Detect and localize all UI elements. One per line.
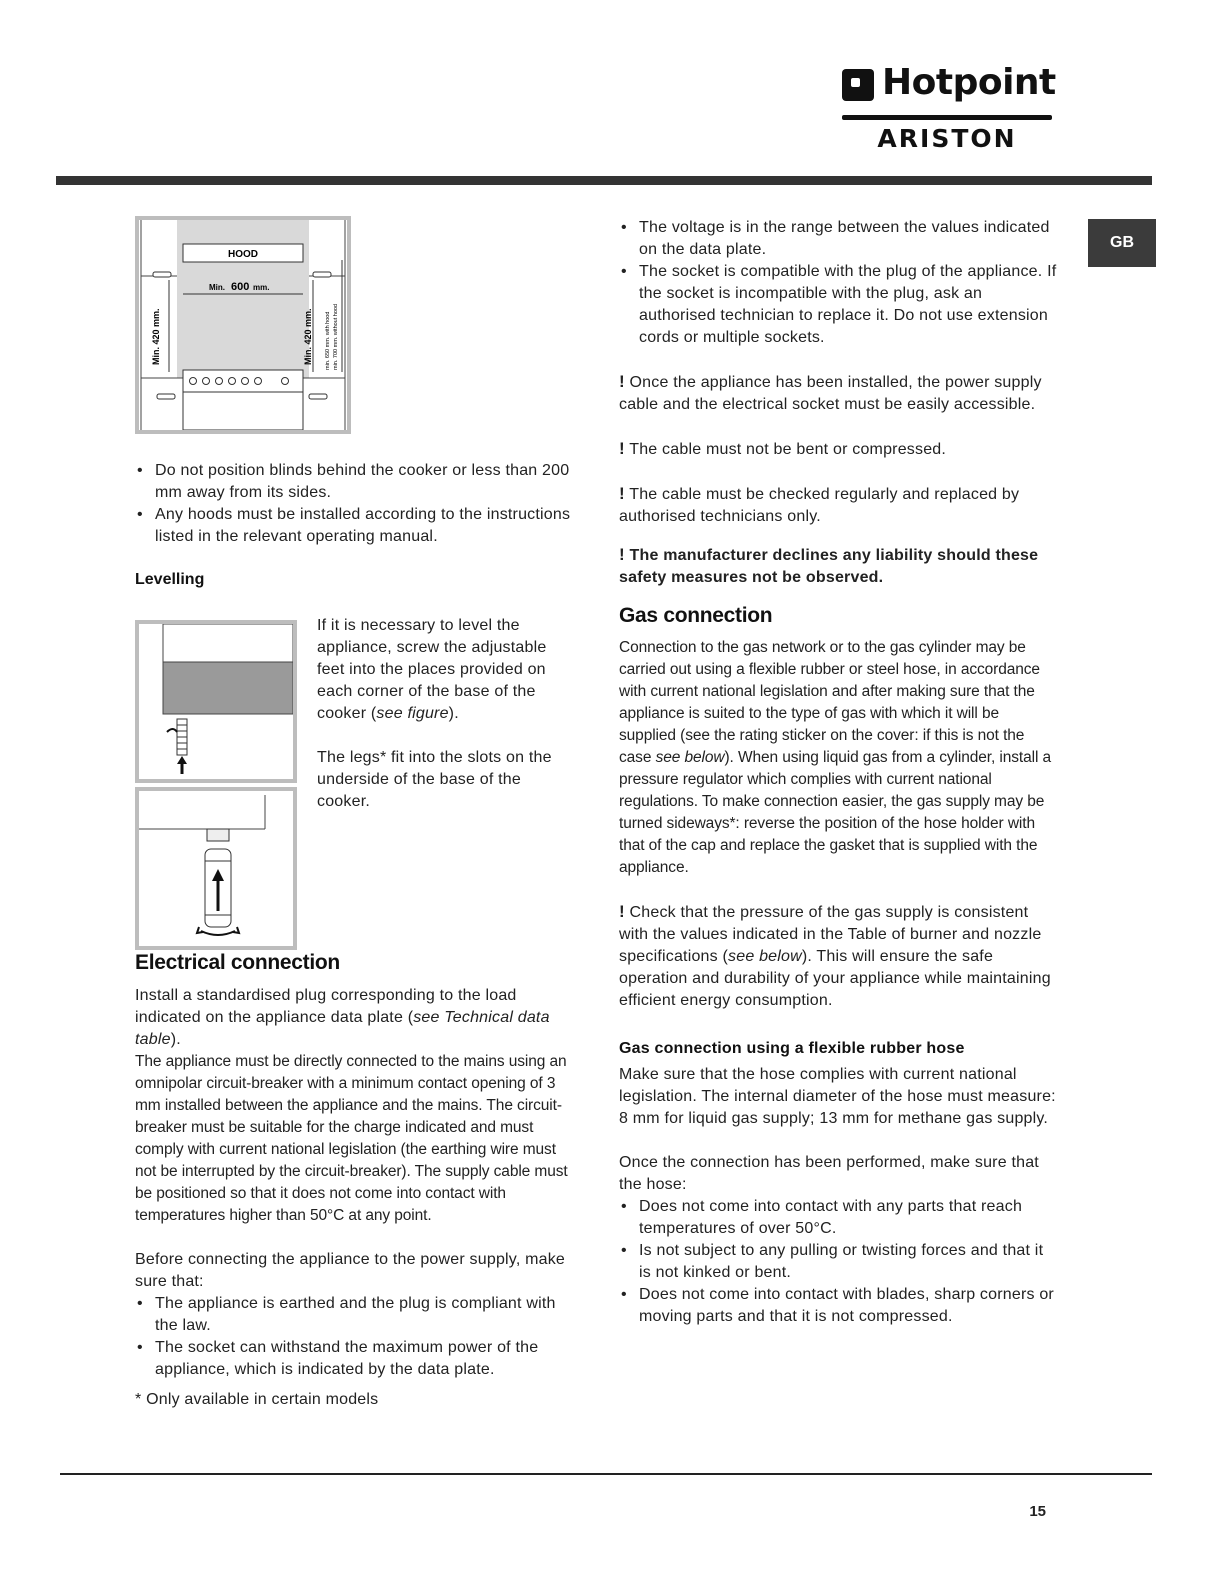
gas-note-text-b: ). This will ensure the safe operation and durability of your appliance while maintaining efficient energy consumption. — [619, 948, 1051, 1009]
levelling-paragraph-2: The legs* fit into the slots on the underside of the base of the cooker. — [317, 749, 552, 810]
electrical-section — [135, 985, 575, 1411]
see-technical-data-ref: see Technical data table — [135, 1009, 550, 1048]
levelling-diagram-1 — [139, 624, 293, 779]
note-cable-check — [619, 483, 1059, 528]
left-height-label: Min. 420 mm. — [151, 308, 161, 365]
list-item: • Is not subject to any pulling or twisting forces and that it is not kinked or bent. — [619, 1240, 1059, 1284]
right-column — [619, 217, 1059, 1328]
with-hood-label: min. 650 mm. with hood — [325, 311, 331, 370]
see-figure-ref: see figure — [376, 705, 449, 722]
list-item: • The socket can withstand the maximum power of the appliance, which is indicated by the data plate. — [135, 1337, 575, 1381]
hose-heading: Gas connection using a flexible rubber hose — [619, 1040, 965, 1057]
electrical-text-a: Install a standardised plug corresponding to the load indicated on the appliance data plate ( — [135, 987, 517, 1026]
left-top-bullets — [135, 460, 575, 548]
gas-note-text-a: Check that the pressure of the gas supply is consistent with the values indicated in the Table of burner and nozzle specifications ( — [619, 904, 1042, 965]
electrical-text-b: ). — [170, 1031, 181, 1048]
list-item: • The appliance is earthed and the plug is compliant with the law. — [135, 1293, 575, 1337]
electrical-paragraph-2: The appliance must be directly connected to the mains using an omnipolar circuit-breaker with a minimum contact opening of 3 mm installed between the appliance and the mains. The circuit-breaker must be suitable for the charge indicated and must comply with current national legislation (the earthing wire must not be interrupted by the circuit-breaker). The supply cable must be positioned so that it does not come into contact with temperatures higher than 50°C at any point. — [135, 1053, 568, 1224]
logo-divider — [842, 115, 1052, 120]
list-item: • Does not come into contact with any parts that reach temperatures of over 50°C. — [619, 1196, 1059, 1240]
list-item: • Any hoods must be installed according to the instructions listed in the relevant operating manual. — [135, 504, 575, 548]
levelling-text-b: ). — [448, 705, 459, 722]
note-text: The cable must not be bent or compressed. — [629, 441, 947, 458]
electrical-paragraph-1 — [135, 985, 575, 1051]
right-height-label: Min. 420 mm. — [303, 308, 313, 365]
without-hood-label: min. 700 mm. without hood — [333, 303, 339, 370]
gas-paragraph — [619, 637, 1059, 879]
gas-text-a: Connection to the gas network or to the gas cylinder may be carried out using a flexible rubber or steel hose, in accordance with current national legislation and after making sure that the appliance is suited to the type of gas with which it will be supplied (see the rating sticker on the cover: if this is not the case — [619, 639, 1040, 766]
width-prefix: Min. — [209, 283, 225, 292]
language-tab: GB — [1088, 219, 1156, 267]
brand-name: Hotpoint — [882, 62, 1056, 103]
list-item: • The voltage is in the range between the values indicated on the data plate. — [619, 217, 1059, 261]
note-cable-bend — [619, 438, 1059, 461]
note-accessible — [619, 371, 1059, 416]
footer-rule — [60, 1473, 1152, 1475]
header-rule — [56, 176, 1152, 185]
note-text: The manufacturer declines any liability should these safety measures not be observed. — [619, 547, 1039, 586]
see-below-ref: see below — [655, 749, 725, 766]
levelling-text-a: If it is necessary to level the appliance, screw the adjustable feet into the places provided on each corner of the base of the cooker ( — [317, 617, 547, 722]
note-liability — [619, 544, 1059, 589]
brand-logo — [842, 62, 1056, 112]
list-item: • The socket is compatible with the plug of the appliance. If the socket is incompatible with the plug, ask an authorised technician to replace it. Do not use extension cords or multiple sockets. — [619, 261, 1059, 349]
width-value: 600 — [231, 281, 250, 293]
gas-text-b: ). When using liquid gas from a cylinder, install a pressure regulator which complies with current national regulations. To make connection easier, the gas supply may be turned sideways*: reverse the position of the hose holder with that of the cap and replace the gasket that is supplied with the appliance. — [619, 749, 1052, 876]
gas-heading: Gas connection — [619, 604, 773, 627]
list-item: • Do not position blinds behind the cooker or less than 200 mm away from its sides. — [135, 460, 575, 504]
note-text: Once the appliance has been installed, the power supply cable and the electrical socket must be easily accessible. — [619, 374, 1042, 413]
levelling-paragraph-1 — [317, 615, 573, 725]
warning-icon: ! — [619, 439, 625, 458]
page-number: 15 — [1029, 1503, 1046, 1520]
levelling-figure-2 — [135, 787, 297, 950]
note-text: The cable must be checked regularly and replaced by authorised technicians only. — [619, 486, 1020, 525]
hood-clearance-figure — [135, 216, 351, 434]
footnote: * Only available in certain models — [135, 1391, 379, 1408]
levelling-figure-1 — [135, 620, 297, 783]
hose-paragraph-1: Make sure that the hose complies with current national legislation. The internal diameter of the hose must measure: 8 mm for liquid gas supply; 13 mm for methane gas supply. — [619, 1066, 1056, 1127]
see-below-ref: see below — [728, 948, 802, 965]
hood-label: HOOD — [228, 249, 258, 260]
levelling-diagram-2 — [139, 791, 293, 946]
electrical-paragraph-3: Before connecting the appliance to the power supply, make sure that: — [135, 1251, 566, 1290]
levelling-heading: Levelling — [135, 571, 205, 588]
width-unit: mm. — [253, 283, 270, 292]
hood-clearance-diagram — [139, 220, 347, 430]
levelling-text — [317, 615, 573, 813]
list-item: • Does not come into contact with blades, sharp corners or moving parts and that it is not compressed. — [619, 1284, 1059, 1328]
warning-icon: ! — [619, 545, 625, 564]
warning-icon: ! — [619, 484, 625, 503]
electrical-heading: Electrical connection — [135, 951, 340, 974]
warning-icon: ! — [619, 902, 625, 921]
gas-pressure-note — [619, 901, 1059, 1012]
hose-paragraph-2: Once the connection has been performed, make sure that the hose: — [619, 1154, 1039, 1193]
logo-mark-icon — [842, 69, 874, 101]
warning-icon: ! — [619, 372, 625, 391]
brand-subname: ARISTON — [877, 124, 1017, 153]
